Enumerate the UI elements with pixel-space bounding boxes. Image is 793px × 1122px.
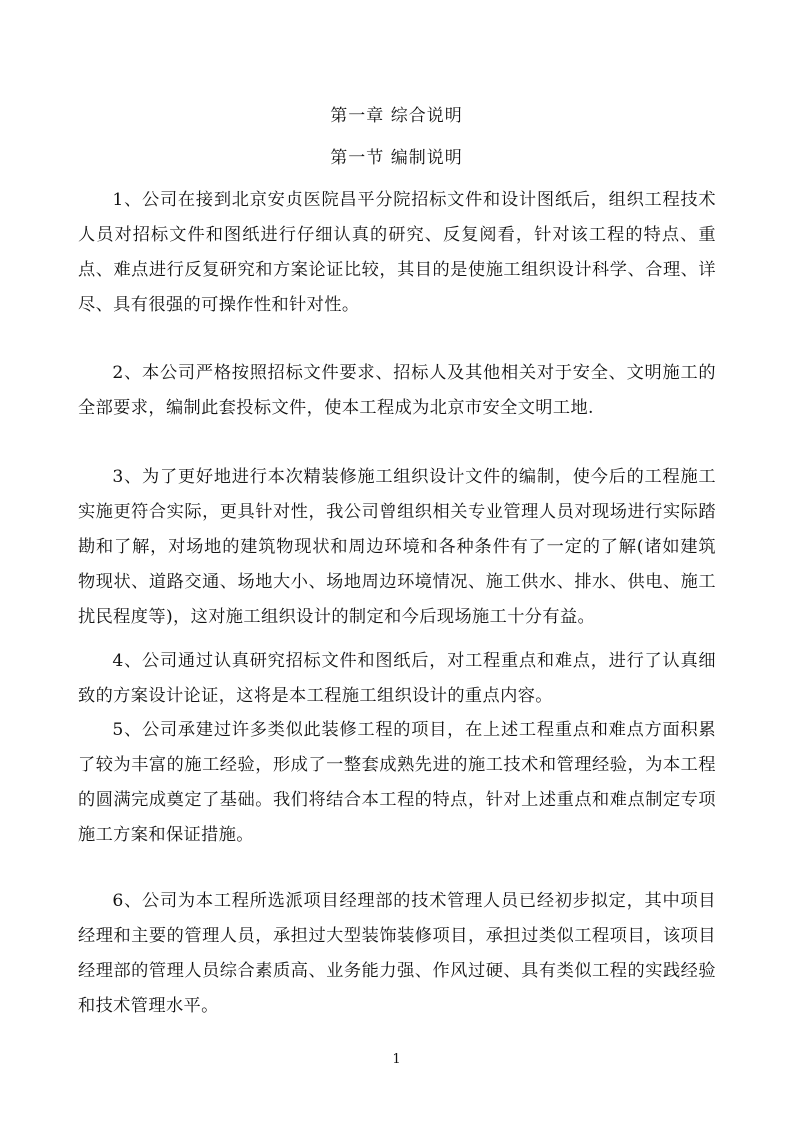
paragraph-5: 5、公司承建过许多类似此装修工程的项目，在上述工程重点和难点方面积累了较为丰富的施工经验，形成了一整套成熟先进的施工技术和管理经验，为本工程的圆满完成奠定了基础。我们将结合本工程的特点，针对上述重点和难点制定专项施工方案和保证措施。 [78, 720, 716, 845]
page-number: 1 [392, 1052, 401, 1067]
paragraph-4: 4、公司通过认真研究招标文件和图纸后，对工程重点和难点，进行了认真细致的方案设计论证，这将是本工程施工组织设计的重点内容。 [78, 651, 716, 706]
paragraph-6: 6、公司为本工程所选派项目经理部的技术管理人员已经初步拟定，其中项目经理和主要的管理人员，承担过大型装饰装修项目，承担过类似工程项目，该项目经理部的管理人员综合素质高、业务能力强、作风过硬、具有类似工程的实践经验和技术管理水平。 [78, 891, 716, 1016]
paragraph-2: 2、本公司严格按照招标文件要求、招标人及其他相关对于安全、文明施工的全部要求，编制此套投标文件，使本工程成为北京市安全文明工地. [78, 363, 716, 418]
paragraph-1: 1、公司在接到北京安贞医院昌平分院招标文件和设计图纸后，组织工程技术人员对招标文件和图纸进行仔细认真的研究、反复阅看，针对该工程的特点、重点、难点进行反复研究和方案论证比较，其目的是使施工组织设计科学、合理、详尽、具有很强的可操作性和针对性。 [78, 190, 716, 315]
chapter-title: 第一章 综合说明 [330, 106, 463, 126]
section-title: 第一节 编制说明 [330, 148, 463, 168]
paragraph-3: 3、为了更好地进行本次精装修施工组织设计文件的编制，使今后的工程施工实施更符合实际，更具针对性，我公司曾组织相关专业管理人员对现场进行实际踏勘和了解，对场地的建筑物现状和周边环境和各种条件有了一定的了解(诸如建筑物现状、道路交通、场地大小、场地周边环境情况、施工供水、排水、供电、施工扰民程度等)，这对施工组织设计的制定和今后现场施工十分有益。 [78, 467, 716, 627]
